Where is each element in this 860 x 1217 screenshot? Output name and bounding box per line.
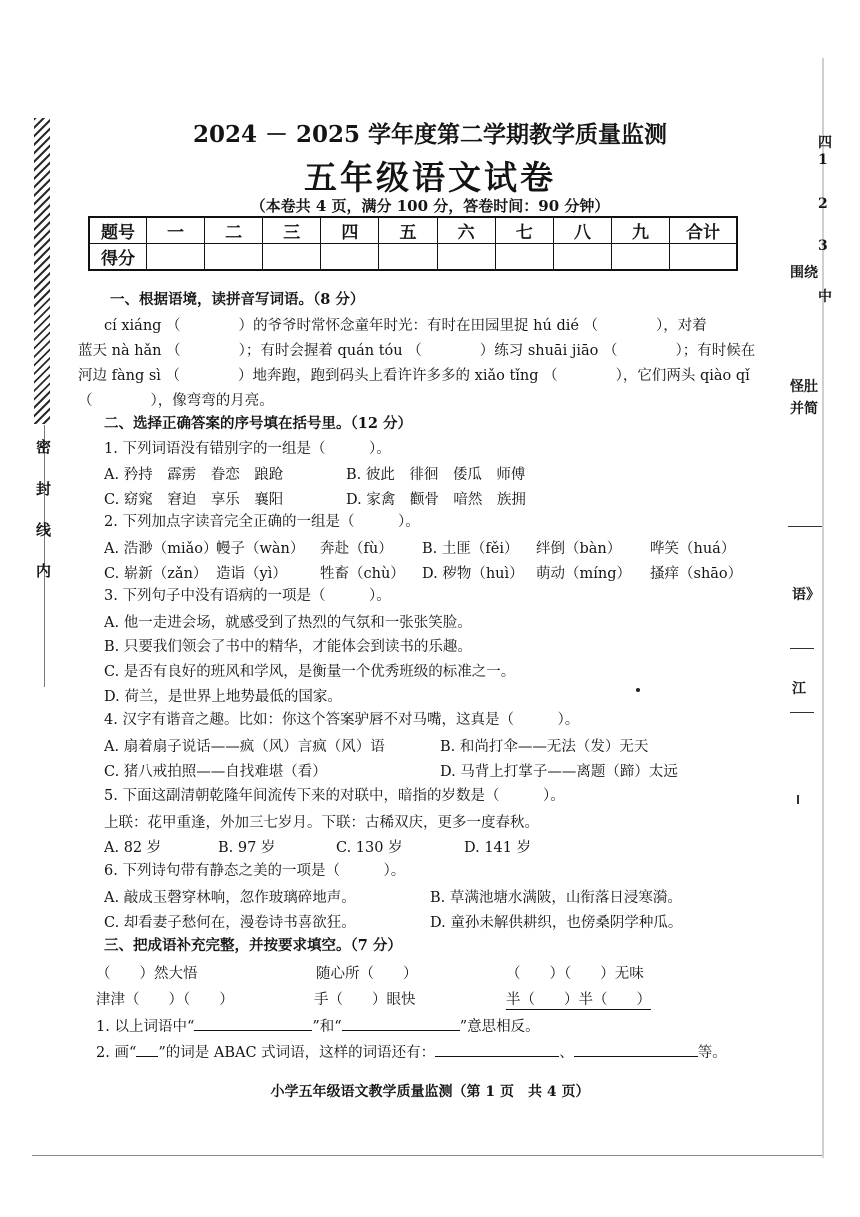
section-1-line: 河边 fàng sì （ ）地奔跑，跑到码头上看许许多多的 xiǎo tǐng （ ），它们两头 qiào qǐ	[78, 368, 750, 384]
right-strip-text: 怪肚	[790, 379, 818, 395]
question-5-option-d: D. 141 岁	[464, 840, 532, 856]
underlined-idiom: 半（ ）半（ ）	[506, 988, 651, 1010]
idiom-4: 津津（ ）（ ）	[96, 992, 234, 1008]
question-2-option-a2: 幔子（wàn）	[216, 541, 305, 557]
score-cell: 六	[437, 217, 495, 244]
fill-question-2-sep: 、	[559, 1045, 574, 1061]
idiom-3: （ ）（ ）无味	[506, 966, 644, 982]
question-6-option-a: A. 敲成玉磬穿林响，忽作玻璃碎地声。	[104, 890, 356, 906]
idiom-6-underlined	[506, 988, 651, 1010]
question-1-option-a: A. 矜持 霹雳 眷恋 踉跄	[104, 467, 284, 483]
score-table-header-row	[89, 217, 737, 244]
score-input-cell[interactable]	[379, 244, 437, 271]
question-2-option-d2: 萌动（míng）	[536, 566, 632, 582]
question-6-stem: 6. 下列诗句带有静态之美的一项是（ ）。	[104, 863, 406, 879]
answer-blank[interactable]	[194, 1016, 312, 1031]
right-strip-text: 中	[818, 289, 832, 305]
section-1-heading: 一、根据语境，读拼音写词语。（8 分）	[110, 291, 365, 308]
question-2-option-d: D. 秽物（huì）	[422, 566, 524, 582]
score-cell: 四	[321, 217, 379, 244]
score-input-cell[interactable]	[495, 244, 553, 271]
question-3-stem: 3. 下列句子中没有语病的一项是（ ）。	[104, 588, 391, 604]
underline-sample	[136, 1042, 158, 1057]
question-1-stem: 1. 下列词语没有错别字的一组是（ ）。	[104, 441, 391, 457]
score-input-cell[interactable]	[611, 244, 669, 271]
score-input-cell[interactable]	[321, 244, 379, 271]
score-input-cell[interactable]	[670, 244, 738, 271]
question-2-option-c: C. 崭新（zǎn）	[104, 566, 208, 582]
score-cell: 题号	[89, 217, 147, 244]
right-strip-rule	[788, 526, 822, 527]
question-3-option-d: D. 荷兰，是世界上地势最低的国家。	[104, 689, 342, 705]
score-cell: 三	[263, 217, 321, 244]
question-5-option-a: A. 82 岁	[104, 840, 162, 856]
right-strip-mark	[797, 795, 799, 804]
question-4-option-b: B. 和尚打伞——无法（发）无天	[440, 739, 649, 755]
answer-blank[interactable]	[574, 1042, 698, 1057]
question-3-option-c: C. 是否有良好的班风和学风，是衡量一个优秀班级的标准之一。	[104, 664, 516, 680]
score-input-cell[interactable]	[147, 244, 205, 271]
right-strip-text: 四	[818, 135, 832, 151]
page-footer: 小学五年级语文教学质量监测（第 1 页 共 4 页）	[270, 1084, 590, 1100]
binding-char-1: 密	[36, 438, 52, 456]
answer-blank[interactable]	[435, 1042, 559, 1057]
score-input-cell[interactable]	[205, 244, 263, 271]
section-1-line: 蓝天 nà hǎn （ ）；有时会握着 quán tóu （ ）练习 shuāi jiāo （ ）；有时候在	[78, 343, 756, 359]
question-2-option-b3: 哗笑（huá）	[650, 541, 736, 557]
question-6-option-d: D. 童孙未解供耕织，也傍桑阴学种瓜。	[430, 915, 683, 931]
exam-year-title: 2024 － 2025 学年度第二学期教学质量监测	[192, 121, 668, 148]
score-table	[88, 216, 738, 271]
right-strip-rule	[790, 712, 814, 713]
question-5-option-c: C. 130 岁	[336, 840, 403, 856]
page-divider	[822, 58, 824, 1158]
question-2-stem: 2. 下列加点字读音完全正确的一组是（ ）。	[104, 514, 420, 530]
stray-dot	[636, 688, 640, 692]
section-3-heading: 三、把成语补充完整，并按要求填空。（7 分）	[104, 937, 402, 954]
question-2-option-c3: 牲畜（chù）	[320, 566, 405, 582]
question-4-option-c: C. 猪八戒拍照——自找难堪（看）	[104, 764, 327, 780]
score-cell: 一	[147, 217, 205, 244]
fill-question-1-mid: ”和“	[312, 1019, 342, 1035]
question-2-option-a3: 奔赴（fù）	[320, 541, 393, 557]
score-cell: 二	[205, 217, 263, 244]
question-2-option-a: A. 浩渺（miǎo）	[104, 541, 218, 557]
right-strip-text: 并简	[790, 401, 818, 417]
section-1-line: （ ），像弯弯的月亮。	[78, 393, 274, 409]
score-cell: 七	[495, 217, 553, 244]
question-5-option-b: B. 97 岁	[218, 840, 276, 856]
exam-info: （本卷共 4 页，满分 100 分，答卷时间：90 分钟）	[250, 197, 610, 215]
question-1-option-b: B. 彼此 徘徊 倭瓜 师傅	[346, 467, 526, 483]
question-5-stem: 5. 下面这副清朝乾隆年间流传下来的对联中，暗指的岁数是（ ）。	[104, 788, 565, 804]
score-cell: 八	[553, 217, 611, 244]
section-1-line: cí xiáng （ ）的爷爷时常怀念童年时光：有时在田园里捉 hú dié （ ），对着	[104, 318, 707, 334]
score-cell: 得分	[89, 244, 147, 271]
right-strip-rule	[790, 648, 814, 649]
question-4-stem: 4. 汉字有谐音之趣。比如：你这个答案驴唇不对马嘴，这真是（ ）。	[104, 712, 580, 728]
right-strip-text: 语》	[792, 587, 820, 603]
score-table-score-row	[89, 244, 737, 271]
score-input-cell[interactable]	[553, 244, 611, 271]
exam-main-title: 五年级语文试卷	[304, 158, 556, 197]
score-input-cell[interactable]	[437, 244, 495, 271]
question-2-option-b: B. 土匪（fěi）	[422, 541, 519, 557]
score-cell: 五	[379, 217, 437, 244]
question-6-option-c: C. 却看妻子愁何在，漫卷诗书喜欲狂。	[104, 915, 356, 931]
fill-question-2-text: ”的词是 ABAC 式词语，这样的词语还有：	[158, 1045, 436, 1061]
fill-question-2-prefix: 2. 画“	[96, 1045, 137, 1061]
question-6-option-b: B. 草满池塘水满陂，山衔落日浸寒漪。	[430, 890, 682, 906]
binding-char-2: 封	[36, 480, 52, 498]
fill-question-2-suffix: 等。	[697, 1045, 727, 1061]
binding-char-4: 内	[36, 562, 52, 580]
question-2-option-c2: 造诣（yì）	[216, 566, 287, 582]
score-cell: 九	[611, 217, 669, 244]
question-3-option-b: B. 只要我们领会了书中的精华，才能体会到读书的乐趣。	[104, 639, 472, 655]
idiom-5: 手（ ）眼快	[314, 992, 416, 1008]
fill-question-2	[96, 1041, 727, 1062]
page-bottom-edge	[32, 1155, 822, 1156]
question-2-option-b2: 绊倒（bàn）	[536, 541, 622, 557]
binding-char-3: 线	[36, 521, 52, 539]
idiom-1: （ ）然大悟	[96, 966, 198, 982]
section-2-heading: 二、选择正确答案的序号填在括号里。（12 分）	[104, 415, 412, 432]
fill-question-1	[96, 1015, 540, 1036]
score-input-cell[interactable]	[263, 244, 321, 271]
question-5-couplet: 上联：花甲重逢，外加三七岁月。下联：古稀双庆，更多一度春秋。	[104, 815, 539, 831]
right-strip-text: 江	[792, 681, 806, 697]
binding-line	[44, 425, 45, 687]
right-strip-text: 2	[818, 196, 828, 212]
question-1-option-d: D. 家禽 颧骨 喑然 族拥	[346, 492, 526, 508]
question-4-option-d: D. 马背上打掌子——离题（蹄）太远	[440, 764, 678, 780]
question-3-option-a: A. 他一走进会场，就感受到了热烈的气氛和一张张笑脸。	[104, 615, 472, 631]
answer-blank[interactable]	[342, 1016, 460, 1031]
question-2-option-d3: 搔痒（shāo）	[650, 566, 743, 582]
right-strip-text: 1	[818, 152, 828, 168]
fill-question-1-suffix: ”意思相反。	[459, 1019, 540, 1035]
score-cell: 合计	[670, 217, 738, 244]
question-4-option-a: A. 扇着扇子说话——疯（风）言疯（风）语	[104, 739, 385, 755]
question-1-option-c: C. 窈窕 窘迫 享乐 襄阳	[104, 492, 284, 508]
idiom-2: 随心所（ ）	[316, 966, 418, 982]
right-strip-text: 3	[818, 238, 828, 254]
fill-question-1-prefix: 1. 以上词语中“	[96, 1019, 195, 1035]
right-strip-text: 围绕	[790, 265, 818, 281]
